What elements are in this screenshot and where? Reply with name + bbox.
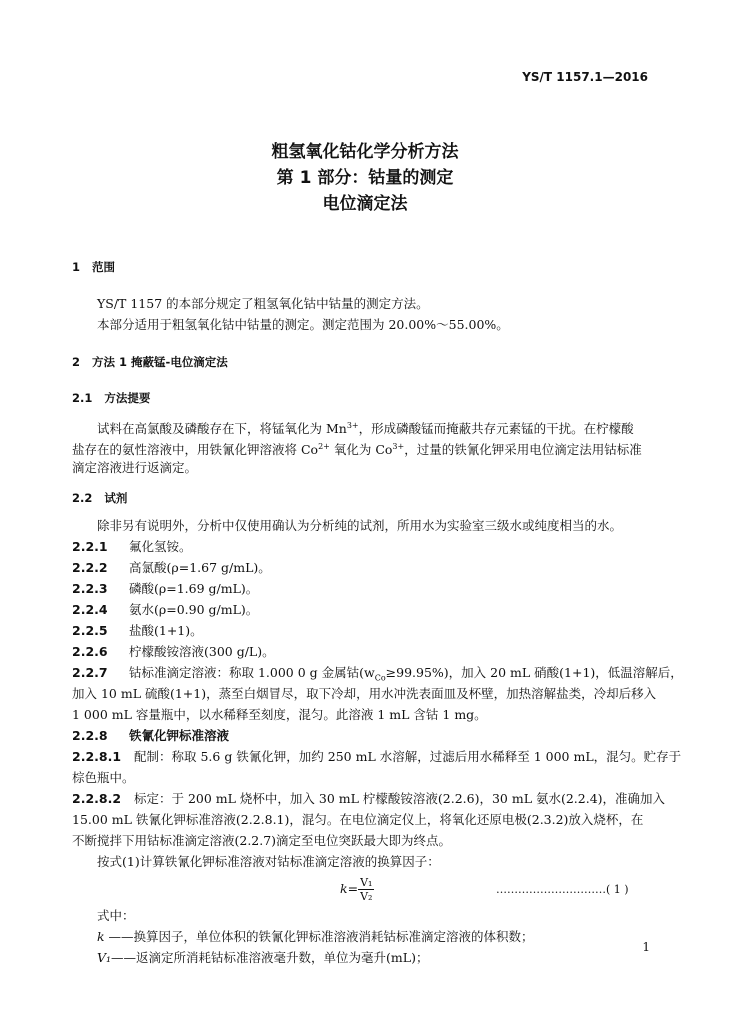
where-label: 式中： [97, 908, 135, 923]
formula-lhs: k= [340, 881, 359, 896]
reagent-2-2-8-2-line-2: 15.00 mL 铁氰化钾标准溶液(2.2.8.1)，混匀。在电位滴定仪上，将氧化还原电极(2.3.2)放入烧杯，在 [72, 812, 644, 827]
section-number: 2.1 [72, 391, 93, 405]
section-number: 1 [72, 260, 81, 274]
formula [340, 876, 374, 903]
section-2-2-heading [72, 490, 127, 506]
reagent-2-2-8: 2.2.8 铁氰化钾标准溶液 [72, 728, 230, 743]
formula-intro: 按式(1)计算铁氰化钾标准溶液对钴标准滴定溶液的换算因子： [97, 854, 440, 869]
scope-paragraph-2: 本部分适用于粗氢氧化钴中钴量的测定。测定范围为 20.00%～55.00%。 [97, 317, 509, 332]
reagent-item: 2.2.3 磷酸(ρ=1.69 g/mL)。 [72, 581, 259, 596]
method-summary-line-1: 试料在高氯酸及磷酸存在下，将锰氧化为 $Mn^{3+}$，形成磷酸锰而掩蔽共存元素锰的干扰。在柠檬酸 [97, 421, 634, 436]
formula-label: …………………………( 1 ) [496, 883, 629, 896]
section-2-heading [72, 354, 228, 370]
reagent-2-2-7-line-2: 加入 10 mL 硫酸(1+1)，蒸至白烟冒尽，取下冷却，用水冲洗表面皿及杯壁，加热溶解盐类，冷却后移入 [72, 686, 657, 701]
title-line-2: 第 1 部分：钴量的测定 [276, 168, 454, 188]
section-title: 试剂 [104, 491, 128, 505]
reagent-2-2-8-1-line-2: 棕色瓶中。 [72, 770, 135, 785]
section-number: 2 [72, 355, 81, 369]
section-title: 范围 [92, 260, 116, 274]
reagent-item: 2.2.1 氟化氢铵。 [72, 539, 192, 554]
reagent-2-2-7-line-1: 2.2.7 钴标准滴定溶液：称取 1.000 0 g 金属钴$(w_{Co}\ge 99.95\%)$，加入 20 mL 硝酸(1+1)，低温溶解后， [72, 665, 683, 683]
section-1-heading [72, 259, 115, 275]
reagent-2-2-7-line-3: 1 000 mL 容量瓶中，以水稀释至刻度，混匀。此溶液 1 mL 含钴 1 mg。 [72, 707, 487, 722]
method-summary-line-3: 滴定溶液进行返滴定。 [72, 460, 198, 475]
reagent-2-2-8-2-line-1: 2.2.8.2 标定：于 200 mL 烧杯中，加入 30 mL 柠檬酸铵溶液(2.2.6)，30 mL 氨水(2.2.4)，准确加入 [72, 791, 666, 806]
reagent-item: 2.2.6 柠檬酸铵溶液(300 g/L)。 [72, 644, 275, 659]
definition-v1: V₁——返滴定所消耗钴标准溶液毫升数，单位为毫升(mL)； [97, 950, 429, 965]
title-line-1: 粗氢氧化钴化学分析方法 [271, 142, 459, 162]
reagent-item: 2.2.4 氨水(ρ=0.90 g/mL)。 [72, 602, 259, 617]
section-2-1-heading [72, 390, 150, 406]
title-line-3: 电位滴定法 [322, 194, 408, 214]
reagents-intro: 除非另有说明外，分析中仅使用确认为分析纯的试剂，所用水为实验室三级水或纯度相当的水。 [97, 518, 623, 533]
section-title: 方法提要 [104, 391, 151, 405]
formula-fraction: $\frac{\text{V₁}}{\text{V₂}}$ [360, 876, 373, 903]
definition-k: k ——换算因子，单位体积的铁氰化钾标准溶液消耗钴标准滴定溶液的体积数； [97, 929, 534, 944]
reagent-2-2-8-1-line-1: 2.2.8.1 配制：称取 5.6 g 铁氰化钾，加约 250 mL 水溶解，过滤后用水稀释至 1 000 mL，混匀。贮存于 [72, 749, 682, 764]
page-number: 1 [642, 940, 650, 954]
reagent-item: 2.2.2 高氯酸(ρ=1.67 g/mL)。 [72, 560, 271, 575]
scope-paragraph-1: YS/T 1157 的本部分规定了粗氢氧化钴中钴量的测定方法。 [97, 296, 429, 311]
standard-number: YS/T 1157.1—2016 [522, 70, 648, 84]
reagent-2-2-8-2-line-3: 不断搅拌下用钴标准滴定溶液(2.2.7)滴定至电位突跃最大即为终点。 [72, 833, 452, 848]
section-title: 方法 1 掩蔽锰-电位滴定法 [92, 355, 228, 369]
reagent-item: 2.2.5 盐酸(1+1)。 [72, 623, 203, 638]
section-number: 2.2 [72, 491, 93, 505]
method-summary-line-2: 盐存在的氨性溶液中，用铁氰化钾溶液将 $Co^{2+}$ 氧化为 $Co^{3+}$，过量的铁氰化钾采用电位滴定法用钴标准 [72, 442, 642, 457]
